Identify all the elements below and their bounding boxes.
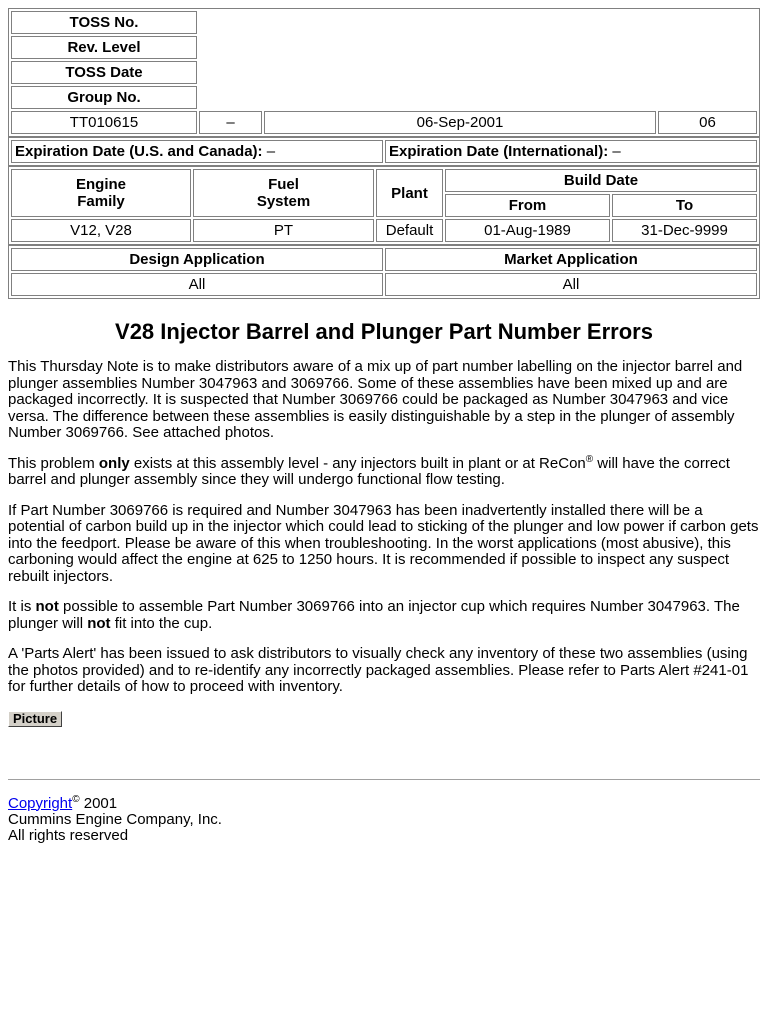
engine-family-header: Engine Family xyxy=(11,169,191,217)
copyright-link[interactable]: Copyright xyxy=(8,794,73,812)
rev-level-value: – xyxy=(199,111,262,134)
paragraph-parts-alert: A 'Parts Alert' has been issued to ask distributors to visually check any inventory of these two assemblies (using the photos provided) and to re-identify any incorrectly packaged assemblies. Please refer to Parts Alert #241-01 for further details of how to proceed with inventory. xyxy=(8,645,749,695)
expiration-table xyxy=(8,137,760,166)
design-application-value: All xyxy=(11,273,383,296)
engine-table xyxy=(8,166,760,245)
toss-no-value: TT010615 xyxy=(11,111,197,134)
toss-no-label: TOSS No. xyxy=(11,11,197,34)
document xyxy=(8,8,760,844)
paragraph-intro: This Thursday Note is to make distributors aware of a mix up of part number labelling on the injector barrel and plunger assemblies Number 3047963 and 3069766. Some of these assemblies have been mixed up and are packaged incorrectly. It is suspected that Number 3069766 could be packaged as Number 3047963 and vice versa. The difference between these assemblies is easily distinguishable by a step in the plunger of assembly Number 3069766. See attached photos. xyxy=(8,358,743,441)
application-table xyxy=(8,245,760,299)
paragraph-carbon-buildup: If Part Number 3069766 is required and Number 3047963 has been inadvertently installed there will be a potential of carbon build up in the injector which could lead to sticking of the plunger and low power if carbon gets into the feedport. Please be aware of this when troubleshooting. In the worst applications (most abusive), this carboning would affect the engine at 625 to 1250 hours. It is recommended if possible to inspect any suspect rebuilt injectors. xyxy=(8,501,759,585)
picture-button[interactable]: Picture xyxy=(8,711,62,727)
expiration-us-value: – xyxy=(266,143,276,160)
header-table xyxy=(8,8,760,137)
registered-mark: ® xyxy=(585,453,594,465)
from-value: 01-Aug-1989 xyxy=(445,219,610,242)
rev-level-label: Rev. Level xyxy=(11,36,197,59)
company-name: Cummins Engine Company, Inc. xyxy=(8,810,222,828)
engine-family-value: V12, V28 xyxy=(11,219,191,242)
expiration-intl-value: – xyxy=(612,143,621,160)
fuel-system-header: Fuel System xyxy=(193,169,374,217)
expiration-intl xyxy=(385,140,757,163)
fuel-system-value: PT xyxy=(193,219,374,242)
paragraph-problem-scope: This problem only exists at this assembly level - any injectors built in plant or at ReCon® will have the correct barrel and plunger assembly since they will undergo functional flow testing. xyxy=(8,453,730,488)
footer xyxy=(8,793,760,844)
group-no-value: 06 xyxy=(658,111,757,134)
copyright-symbol: © xyxy=(72,793,80,805)
rights-reserved: All rights reserved xyxy=(8,826,129,844)
build-date-header: Build Date xyxy=(445,169,757,192)
plant-value: Default xyxy=(376,219,443,242)
expiration-intl-label: Expiration Date (International): xyxy=(389,143,609,160)
to-header: To xyxy=(612,194,757,217)
plant-header: Plant xyxy=(376,169,443,217)
expiration-us xyxy=(11,140,383,163)
paragraph-not-possible: It is not possible to assemble Part Number 3069766 into an injector cup which requires Number 3047963. The plunger will not fit into the cup. xyxy=(8,598,740,632)
from-header: From xyxy=(445,194,610,217)
to-value: 31-Dec-9999 xyxy=(612,219,757,242)
copyright-year: 2001 xyxy=(79,794,118,812)
copyright-line xyxy=(8,793,760,812)
group-no-label: Group No. xyxy=(11,86,197,109)
design-application-header: Design Application xyxy=(11,248,383,271)
toss-date-value: 06-Sep-2001 xyxy=(264,111,656,134)
toss-date-label: TOSS Date xyxy=(11,61,197,84)
page-title: V28 Injector Barrel and Plunger Part Number Errors xyxy=(115,319,653,344)
expiration-us-label: Expiration Date (U.S. and Canada): xyxy=(15,143,263,160)
footer-divider xyxy=(8,779,760,780)
market-application-value: All xyxy=(385,273,757,296)
market-application-header: Market Application xyxy=(385,248,757,271)
